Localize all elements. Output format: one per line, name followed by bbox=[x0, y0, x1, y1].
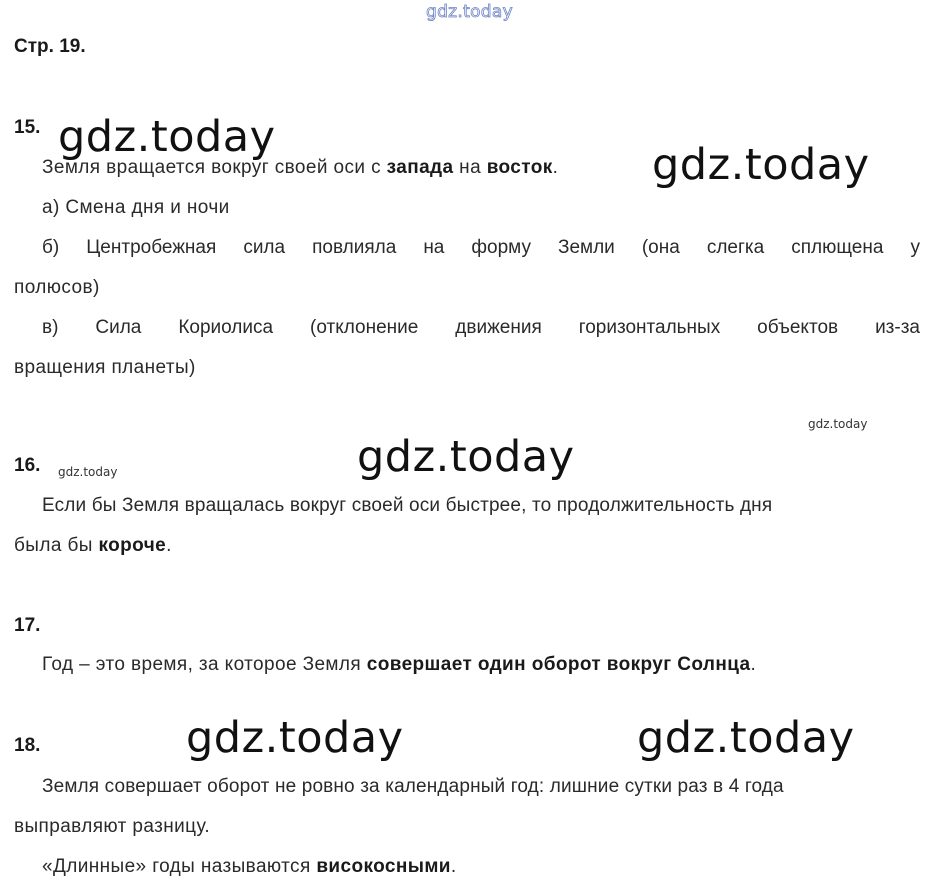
q15-item-b-word: сплющена bbox=[791, 237, 884, 258]
watermark-small: gdz.today bbox=[58, 465, 118, 479]
q16-line2: была бы короче. bbox=[14, 535, 172, 556]
q15-item-c-word: Кориолиса bbox=[178, 317, 274, 338]
q15-item-b-word: на bbox=[423, 237, 445, 258]
q15-item-b-word: у bbox=[910, 237, 920, 258]
question-17-number: 17. bbox=[14, 615, 41, 636]
question-16-number: 16. bbox=[14, 455, 41, 476]
watermark-top: gdz.today bbox=[426, 2, 513, 22]
q16-line1: Если бы Земля вращалась вокруг своей оси быстрее, то продолжительность дня bbox=[42, 495, 773, 516]
q15-item-b-word: (она bbox=[641, 237, 680, 258]
q15-item-c bbox=[14, 317, 920, 339]
watermark-small: gdz.today bbox=[808, 417, 868, 431]
q15-item-b-word: Земли bbox=[557, 237, 615, 258]
q15-item-b-continuation: полюсов) bbox=[14, 277, 100, 298]
q15-item-c-word: (отклонение bbox=[310, 317, 419, 338]
q15-item-c-word: из-за bbox=[875, 317, 920, 338]
watermark-large: gdz.today bbox=[637, 713, 855, 763]
q18-line2: выправляют разницу. bbox=[14, 816, 211, 837]
watermark-large: gdz.today bbox=[58, 112, 276, 162]
watermark-large: gdz.today bbox=[357, 432, 575, 482]
q15-item-c-word: в) bbox=[42, 317, 59, 338]
q15-item-b-word: сила bbox=[243, 237, 286, 258]
q15-item-b-word: б) bbox=[42, 237, 60, 258]
q15-item-b-word: форму bbox=[471, 237, 531, 258]
q15-item-c-word: объектов bbox=[757, 317, 839, 338]
q15-item-b-word: слегка bbox=[706, 237, 765, 258]
q15-item-c-word: горизонтальных bbox=[578, 317, 721, 338]
q15-item-c-continuation: вращения планеты) bbox=[14, 357, 196, 378]
q18-line1: Земля совершает оборот не ровно за календарный год: лишние сутки раз в 4 года bbox=[42, 776, 784, 797]
q15-intro: Земля вращается вокруг своей оси с запада на восток. bbox=[42, 157, 559, 178]
question-15-number: 15. bbox=[14, 117, 41, 138]
q15-item-a: а) Смена дня и ночи bbox=[42, 197, 230, 218]
watermark-large: gdz.today bbox=[186, 713, 404, 763]
q17-line: Год – это время, за которое Земля совершает один оборот вокруг Солнца. bbox=[42, 654, 757, 675]
q15-item-c-word: Сила bbox=[95, 317, 142, 338]
q15-item-b bbox=[14, 237, 920, 259]
page-label: Стр. 19. bbox=[14, 36, 86, 57]
q15-item-b-word: повлияла bbox=[312, 237, 397, 258]
watermark-large: gdz.today bbox=[652, 140, 870, 190]
question-18-number: 18. bbox=[14, 735, 41, 756]
q15-item-c-word: движения bbox=[455, 317, 542, 338]
q18-line3: «Длинные» годы называются високосными. bbox=[42, 856, 457, 877]
q15-item-b-word: Центробежная bbox=[86, 237, 217, 258]
